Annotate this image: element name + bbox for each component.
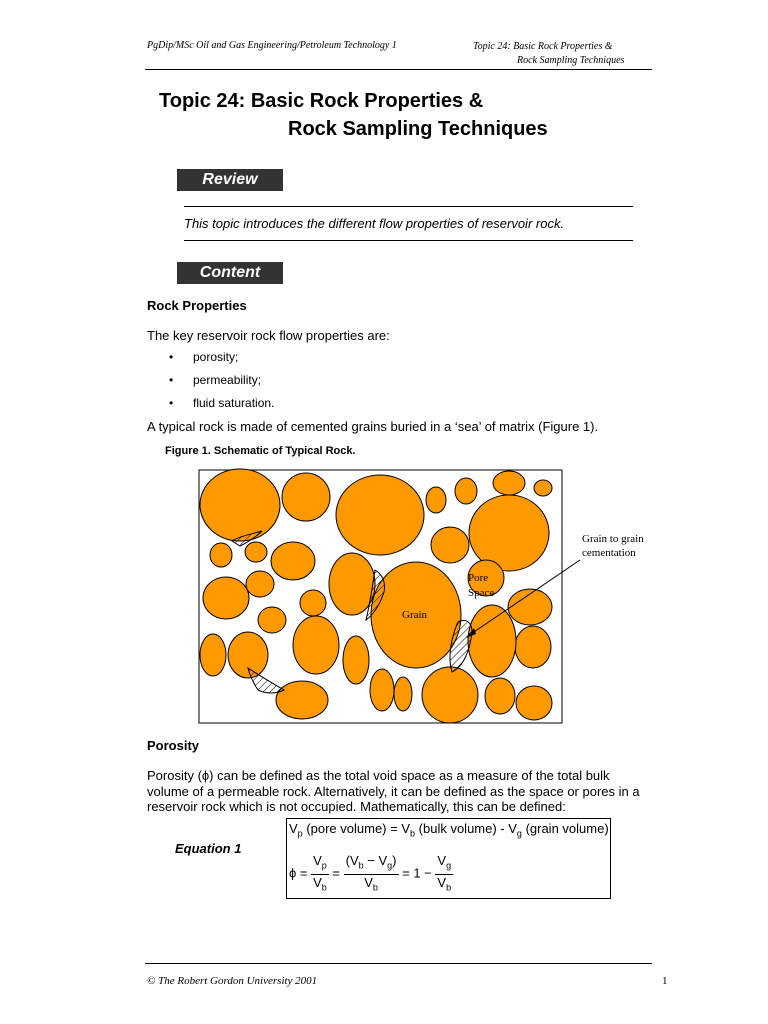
running-header-topic-line2: Rock Sampling Techniques bbox=[517, 55, 625, 66]
grain-shape bbox=[200, 634, 226, 676]
grain-shape bbox=[282, 473, 330, 521]
page-title-line1: Topic 24: Basic Rock Properties & bbox=[159, 90, 484, 112]
grain-shape bbox=[516, 686, 552, 720]
grain-shape bbox=[329, 553, 375, 615]
grain-shape bbox=[394, 677, 412, 711]
grain-shape bbox=[534, 480, 552, 496]
footer-rule bbox=[145, 963, 652, 964]
grain-shape bbox=[276, 681, 328, 719]
content-tag: Content bbox=[177, 262, 283, 284]
grain-shape bbox=[343, 636, 369, 684]
list-item: • porosity; bbox=[147, 350, 274, 373]
footer-copyright: © The Robert Gordon University 2001 bbox=[147, 975, 318, 987]
cementation-label-line1: Grain to grain bbox=[582, 533, 644, 545]
porosity-equation: ϕ = $\frac{V_p}{V_b}$ = $\frac{(V_b - V_g)}{V_b}$ = 1 − $\frac{V_g}{V_b}$ bbox=[289, 853, 452, 893]
page-title-line2: Rock Sampling Techniques bbox=[288, 118, 548, 140]
grain-shape bbox=[246, 571, 274, 597]
figure-caption: Figure 1. Schematic of Typical Rock. bbox=[165, 445, 356, 457]
running-header-course: PgDip/MSc Oil and Gas Engineering/Petroleum Technology 1 bbox=[147, 40, 397, 51]
porosity-text-line2: volume of a permeable rock. Alternatively, it can be defined as the space or pores in a bbox=[147, 784, 640, 799]
grain-shape bbox=[203, 577, 249, 619]
equation-definition: $V_p$ (pore volume) = $V_b$ (bulk volume) - $V_g$ (grain volume) bbox=[289, 821, 609, 839]
grain-shape bbox=[336, 475, 424, 555]
list-item: • fluid saturation. bbox=[147, 396, 274, 419]
list-item: • permeability; bbox=[147, 373, 274, 396]
grain-shape bbox=[469, 495, 549, 571]
grain-shape bbox=[300, 590, 326, 616]
intro-text: The key reservoir rock flow properties are: bbox=[147, 328, 390, 343]
running-header-topic-line1: Topic 24: Basic Rock Properties & bbox=[473, 41, 613, 52]
grain-shape bbox=[200, 469, 280, 541]
equation-label: Equation 1 bbox=[175, 841, 242, 856]
section-heading-porosity: Porosity bbox=[147, 738, 200, 753]
grain-shape bbox=[293, 616, 339, 674]
grain-shape bbox=[271, 542, 315, 580]
grain-shape bbox=[493, 471, 525, 495]
porosity-text-line3: reservoir rock which is not occupied. Mathematically, this can be defined: bbox=[147, 799, 566, 814]
review-tag: Review bbox=[177, 169, 283, 191]
grain-shape bbox=[515, 626, 551, 668]
pore-label-line1: Pore bbox=[468, 572, 489, 584]
review-text: This topic introduces the different flow properties of reservoir rock. bbox=[184, 216, 565, 231]
cementation-label-line2: cementation bbox=[582, 547, 636, 559]
grain-shape bbox=[210, 543, 232, 567]
equation-box bbox=[286, 818, 611, 899]
porosity-text-line1: Porosity (ϕ) can be defined as the total void space as a measure of the total bulk bbox=[147, 768, 610, 783]
grain-shape bbox=[426, 487, 446, 513]
grain-shape bbox=[258, 607, 286, 633]
grain-shape bbox=[485, 678, 515, 714]
typical-rock-text: A typical rock is made of cemented grains buried in a ‘sea’ of matrix (Figure 1). bbox=[147, 419, 599, 434]
pore-label-line2: Space bbox=[468, 587, 495, 599]
section-heading-rock-properties: Rock Properties bbox=[147, 298, 247, 313]
grain-shape bbox=[245, 542, 267, 562]
grain-shape bbox=[422, 667, 478, 723]
grain-shape bbox=[468, 605, 516, 677]
grain-shape bbox=[370, 669, 394, 711]
page-number: 1 bbox=[662, 975, 668, 987]
grain-shape bbox=[455, 478, 477, 504]
grain-shape bbox=[431, 527, 469, 563]
grain-shape bbox=[228, 632, 268, 678]
grain-label: Grain bbox=[402, 609, 428, 621]
